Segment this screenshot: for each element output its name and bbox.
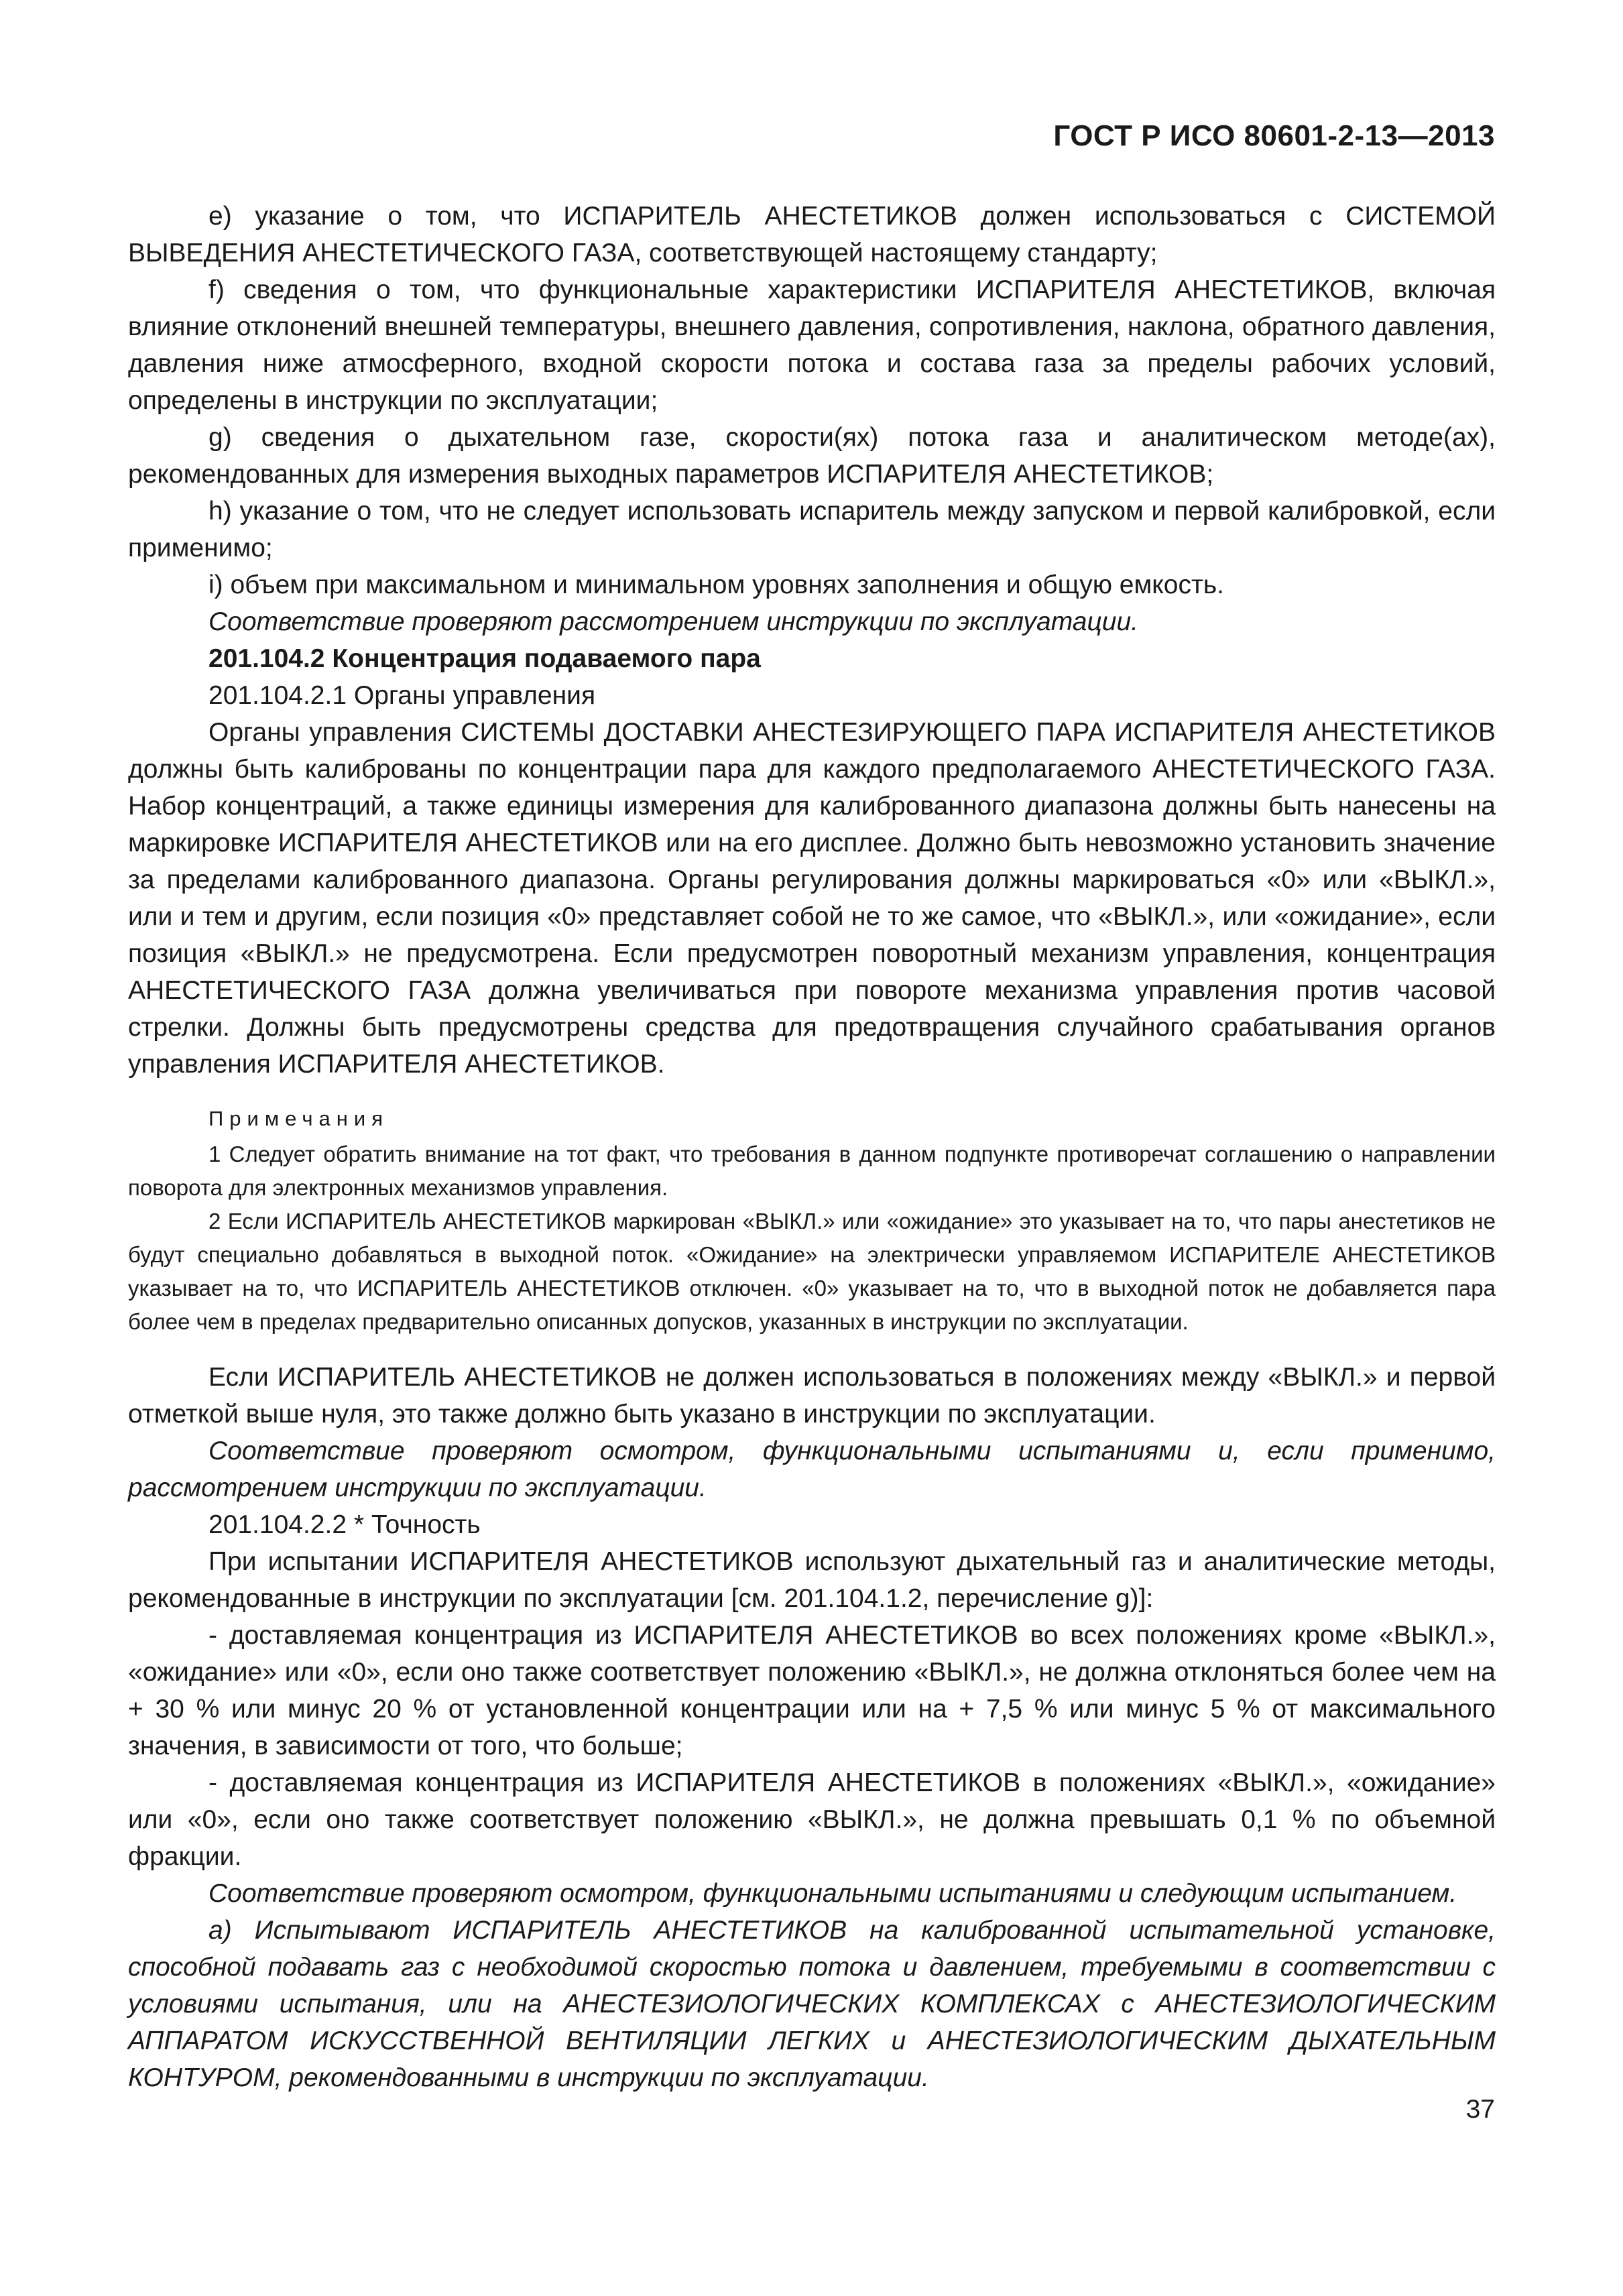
list-item-i: i) объем при максимальном и минимальном уровнях заполнения и общую емкость. — [208, 570, 1225, 599]
list-item-f: f) сведения о том, что функциональные характеристики ИСПАРИТЕЛЯ АНЕСТЕТИКОВ, включая влияние отклонений внешней температуры, внешнего давления, сопротивления, наклона, обратного давления, давления ниже атмосферного, входной скорости потока и состава газа за пределы рабочих условий, определены в инструкции по эксплуатации; — [128, 276, 1496, 415]
subsection-heading: 201.104.2.2 * Точность — [208, 1510, 481, 1539]
compliance-statement: Соответствие проверяют осмотром, функциональными испытаниями и, если применимо, рассмотрением инструкции по эксплуатации. — [128, 1437, 1496, 1502]
list-item-g: g) сведения о дыхательном газе, скорости(ях) потока газа и аналитическом методе(ах), рекомендованных для измерения выходных параметров ИСПАРИТЕЛЯ АНЕСТЕТИКОВ; — [128, 423, 1496, 489]
test-step-a: а) Испытывают ИСПАРИТЕЛЬ АНЕСТЕТИКОВ на калиброванной испытательной установке, способной подавать газ с необходимой скоростью потока и давлением, требуемыми в соответствии с условиями испытания, или на АНЕСТЕЗИОЛОГИЧЕСКИХ КОМПЛЕКСАХ с АНЕСТЕЗИОЛОГИЧЕСКИМ АППАРАТОМ ИСКУССТВЕННОЙ ВЕНТИЛЯЦИИ ЛЕГКИХ и АНЕСТЕЗИОЛОГИЧЕСКИМ ДЫХАТЕЛЬНЫМ КОНТУРОМ, рекомендованными в инструкции по эксплуатации. — [128, 1916, 1496, 2092]
accuracy-paragraph: При испытании ИСПАРИТЕЛЯ АНЕСТЕТИКОВ используют дыхательный газ и аналитические методы, рекомендованные в инструкции по эксплуатации [см. 201.104.1.2, перечисление g)]: — [128, 1547, 1496, 1613]
section-heading: 201.104.2 Концентрация подаваемого пара — [208, 644, 761, 673]
requirement-item: - доставляемая концентрация из ИСПАРИТЕЛЯ АНЕСТЕТИКОВ во всех положениях кроме «ВЫКЛ.», «ожидание» или «0», если оно также соответствует положению «ВЫКЛ.», не должна отклоняться более чем на + 30 % или минус 20 % от установленной концентрации или на + 7,5 % или минус 5 % от максимального значения, в зависимости от того, что больше; — [128, 1621, 1496, 1760]
document-body — [128, 198, 1496, 2096]
note-1: 1 Следует обратить внимание на тот факт, что требования в данном подпункте противоречат соглашению о направлении поворота для электронных механизмов управления. — [128, 1142, 1496, 1200]
compliance-statement: Соответствие проверяют рассмотрением инструкции по эксплуатации. — [208, 607, 1138, 636]
standard-header: ГОСТ Р ИСО 80601-2-13—2013 — [1053, 119, 1495, 152]
note-2: 2 Если ИСПАРИТЕЛЬ АНЕСТЕТИКОВ маркирован «ВЫКЛ.» или «ожидание» это указывает на то, что пары анестетиков не будут специально добавляться в выходной поток. «Ожидание» на электрически управляемом ИСПАРИТЕЛЕ АНЕСТЕТИКОВ указывает на то, что ИСПАРИТЕЛЬ АНЕСТЕТИКОВ отключен. «0» указывает на то, что в выходной поток не добавляется пара более чем в пределах предварительно описанных допусков, указанных в инструкции по эксплуатации. — [128, 1209, 1496, 1334]
page-number: 37 — [1465, 2095, 1495, 2124]
list-item-e: e) указание о том, что ИСПАРИТЕЛЬ АНЕСТЕТИКОВ должен использоваться с СИСТЕМОЙ ВЫВЕДЕНИЯ АНЕСТЕТИЧЕСКОГО ГАЗА, соответствующей настоящему стандарту; — [128, 202, 1496, 267]
positions-paragraph: Если ИСПАРИТЕЛЬ АНЕСТЕТИКОВ не должен использоваться в положениях между «ВЫКЛ.» и первой отметкой выше нуля, это также должно быть указано в инструкции по эксплуатации. — [128, 1363, 1496, 1429]
controls-paragraph: Органы управления СИСТЕМЫ ДОСТАВКИ АНЕСТЕЗИРУЮЩЕГО ПАРА ИСПАРИТЕЛЯ АНЕСТЕТИКОВ должны быть калиброваны по концентрации пара для каждого предполагаемого АНЕСТЕТИЧЕСКОГО ГАЗА. Набор концентраций, а также единицы измерения для калиброванного диапазона должны быть нанесены на маркировке ИСПАРИТЕЛЯ АНЕСТЕТИКОВ или на его дисплее. Должно быть невозможно установить значение за пределами калиброванного диапазона. Органы регулирования должны маркироваться «0» или «ВЫКЛ.», или и тем и другим, если позиция «0» представляет собой не то же самое, что «ВЫКЛ.», или «ожидание», если позиция «ВЫКЛ.» не предусмотрена. Если предусмотрен поворотный механизм управления, концентрация АНЕСТЕТИЧЕСКОГО ГАЗА должна увеличиваться при повороте механизма управления против часовой стрелки. Должны быть предусмотрены средства для предотвращения случайного срабатывания органов управления ИСПАРИТЕЛЯ АНЕСТЕТИКОВ. — [128, 718, 1496, 1079]
notes-heading: Примечания — [208, 1107, 389, 1130]
list-item-h: h) указание о том, что не следует использовать испаритель между запуском и первой калибровкой, если применимо; — [128, 497, 1496, 562]
subsection-heading: 201.104.2.1 Органы управления — [208, 681, 596, 710]
requirement-item: - доставляемая концентрация из ИСПАРИТЕЛЯ АНЕСТЕТИКОВ в положениях «ВЫКЛ.», «ожидание» или «0», если оно также соответствует положению «ВЫКЛ.», не должна превышать 0,1 % по объемной фракции. — [128, 1768, 1496, 1871]
compliance-statement: Соответствие проверяют осмотром, функциональными испытаниями и следующим испытанием. — [208, 1879, 1457, 1908]
